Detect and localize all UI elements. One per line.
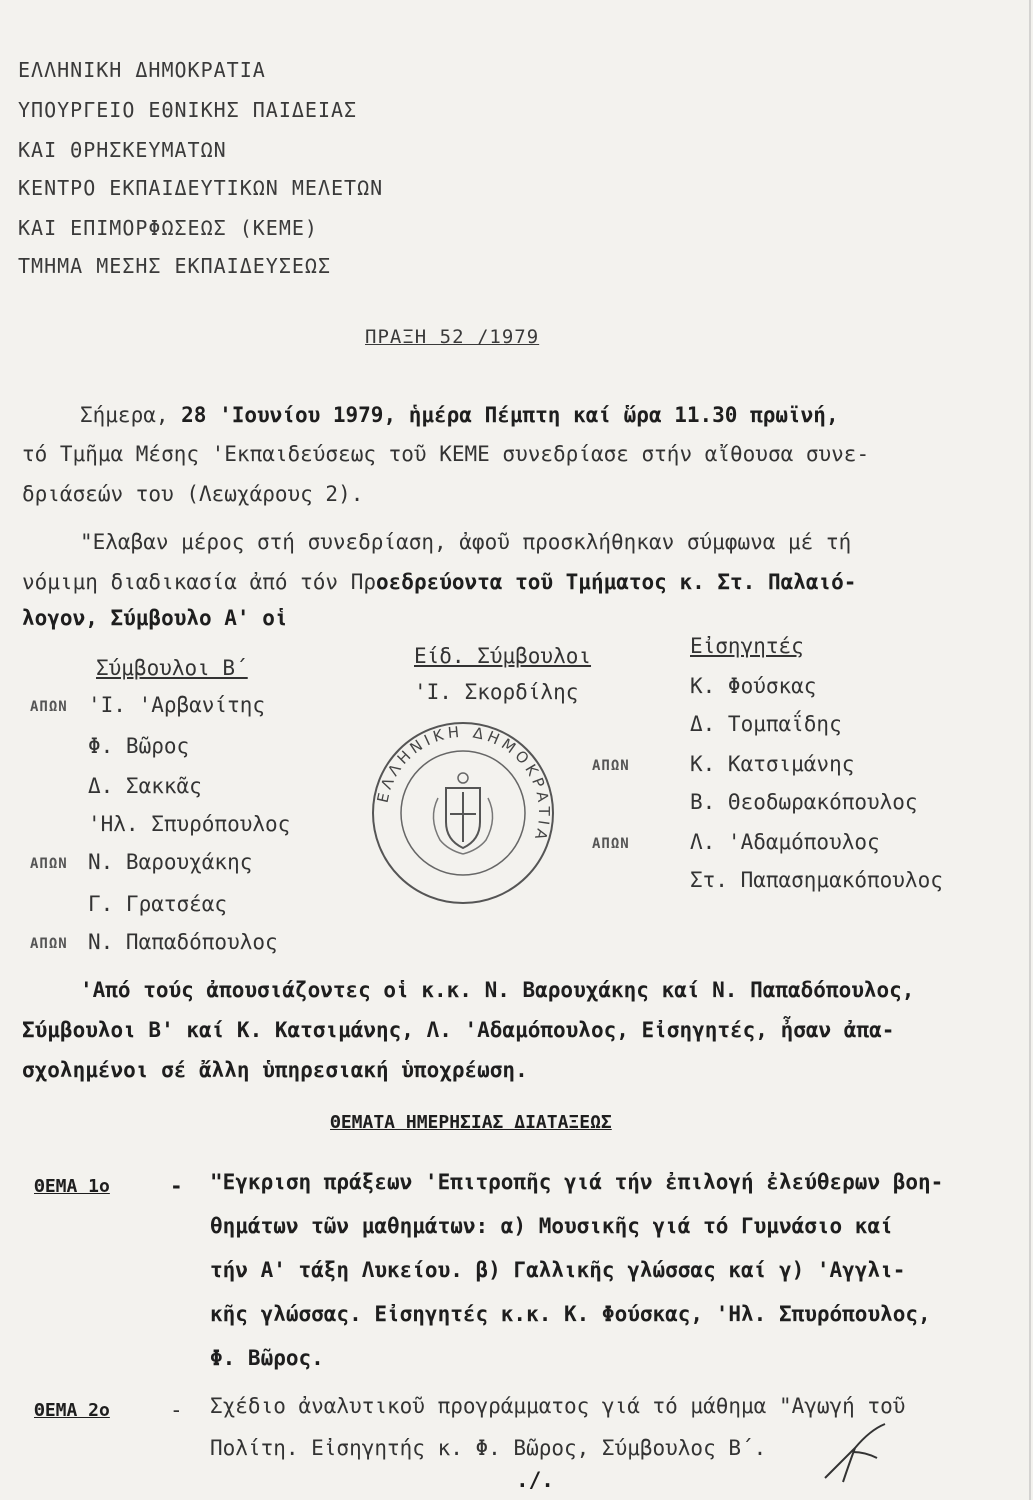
absentees-line-1: 'Από τούς ἀπουσιάζοντες οἱ κ.κ. Ν. Βαρουχάκης καί Ν. Παπαδόπουλος, [80,978,915,1002]
col2-member: 'Ι. Σκορδίλης [414,680,579,704]
absent-mark: ΑΠΩΝ [592,758,630,774]
item-1-line: θημάτων τῶν μαθημάτων: α) Μουσικῆς γιά τό Γυμνάσιο καί [210,1214,893,1238]
intro-line-6: λογον, Σύμβουλο Α' οἱ [22,606,288,630]
header-line-3: ΚΑΙ ΘΡΗΣΚΕΥΜΑΤΩΝ [18,138,227,162]
col3-member: Κ. Φούσκας [690,674,817,698]
item-1-line: τήν Α' τάξη Λυκείου. β) Γαλλικῆς γλώσσας καί γ) 'Αγγλι- [210,1258,906,1282]
handwritten-initials [815,1418,895,1488]
intro-text-plain: Σήμερα, [80,403,182,427]
intro-line-2: τό Τμῆμα Μέσης 'Εκπαιδεύσεως τοῦ ΚΕΜΕ συνεδρίασε στήν αἴθουσα συνε- [22,442,870,466]
item-1-label: ΘΕΜΑ 1ο [34,1176,110,1197]
intro-line-5 [22,570,856,594]
continuation-mark: ./. [516,1468,554,1492]
header-line-1: ΕΛΛΗΝΙΚΗ ΔΗΜΟΚΡΑΤΙΑ [18,58,266,82]
intro-line-3: δριάσεών του (Λεωχάρους 2). [22,482,364,506]
col1-member: Γ. Γρατσέας [88,892,228,916]
intro-chair-name: οεδρεύοντα τοῦ Τμήματος κ. Στ. Παλαιό- [376,570,857,594]
agenda-title: ΘΕΜΑΤΑ ΗΜΕΡΗΣΙΑΣ ΔΙΑΤΑΞΕΩΣ [330,1112,612,1133]
intro-line-4: "Ελαβαν μέρος στή συνεδρίαση, ἀφοῦ προσκλήθηκαν σύμφωνα μέ τή [80,530,852,554]
header-line-2: ΥΠΟΥΡΓΕΙΟ ΕΘΝΙΚΗΣ ΠΑΙΔΕΙΑΣ [18,98,358,122]
absent-mark: ΑΠΩΝ [30,699,68,715]
col1-member: Δ. Σακκᾶς [88,774,202,798]
coat-of-arms-icon [433,773,492,854]
item-1-line: Φ. Βῶρος. [210,1346,324,1370]
absentees-line-3: σχολημένοι σέ ἄλλη ὑπηρεσιακή ὑποχρέωση. [22,1058,528,1082]
col1-member: Ν. Βαρουχάκης [88,850,253,874]
col2-header: Είδ. Σύμβουλοι [414,644,592,668]
item-2-line: Πολίτη. Εἰσηγητής κ. Φ. Βῶρος, Σύμβουλος Β΄. [210,1436,767,1460]
intro-line-1 [80,403,839,427]
item-2-label: ΘΕΜΑ 2ο [34,1400,110,1421]
seal-text: ΕΛΛΗΝΙΚΗ ΔΗΜΟΚΡΑΤΙΑ [373,722,554,846]
col1-header: Σύμβουλοι Β΄ [96,656,248,680]
absent-mark: ΑΠΩΝ [30,936,68,952]
header-line-6: ΤΜΗΜΑ ΜΕΣΗΣ ΕΚΠΑΙΔΕΥΣΕΩΣ [18,254,331,278]
absent-mark: ΑΠΩΝ [30,856,68,872]
col3-member: Κ. Κατσιμάνης [690,752,855,776]
col3-member: Λ. 'Αδαμόπουλος [690,830,880,854]
item-2-dash: - [170,1398,183,1422]
col1-member: Ν. Παπαδόπουλος [88,930,278,954]
page-edge-shadow [1029,0,1031,1500]
item-1-dash: - [170,1174,183,1198]
col3-member: Στ. Παπασημακόπουλος [690,868,943,892]
col3-member: Β. Θεοδωρακόπουλος [690,790,918,814]
col1-member: 'Ι. 'Αρβανίτης [88,693,266,717]
absent-mark: ΑΠΩΝ [592,836,630,852]
col3-member: Δ. Τομπαΐδης [690,712,842,736]
col1-member: Φ. Βῶρος [88,734,190,758]
document-title: ΠΡΑΞΗ 52 /1979 [365,326,540,348]
official-seal-stamp [368,718,558,908]
absentees-line-2: Σύμβουλοι Β' καί Κ. Κατσιμάνης, Λ. 'Αδαμόπουλος, Εἰσηγητές, ἦσαν ἀπα- [22,1018,895,1042]
item-2-line: Σχέδιο ἀναλυτικοῦ προγράμματος γιά τό μάθημα "Αγωγή τοῦ [210,1394,906,1418]
col3-header: Εἰσηγητές [690,634,804,658]
intro-procedure-text: νόμιμη διαδικασία ἀπό τόν Πρ [22,570,377,594]
intro-date-time: 28 'Ιουνίου 1979, ἡμέρα Πέμπτη καί ὥρα 11.30 πρωϊνή, [181,403,839,427]
header-line-4: ΚΕΝΤΡΟ ΕΚΠΑΙΔΕΥΤΙΚΩΝ ΜΕΛΕΤΩΝ [18,176,384,200]
col1-member: 'Ηλ. Σπυρόπουλος [88,812,291,836]
item-1-line: κῆς γλώσσας. Εἰσηγητές κ.κ. Κ. Φούσκας, 'Ηλ. Σπυρόπουλος, [210,1302,931,1326]
header-line-5: ΚΑΙ ΕΠΙΜΟΡΦΩΣΕΩΣ (ΚΕΜΕ) [18,216,318,240]
item-1-line: "Εγκριση πράξεων 'Επιτροπῆς γιά τήν ἐπιλογή ἐλεύθερων βοη- [210,1170,944,1194]
